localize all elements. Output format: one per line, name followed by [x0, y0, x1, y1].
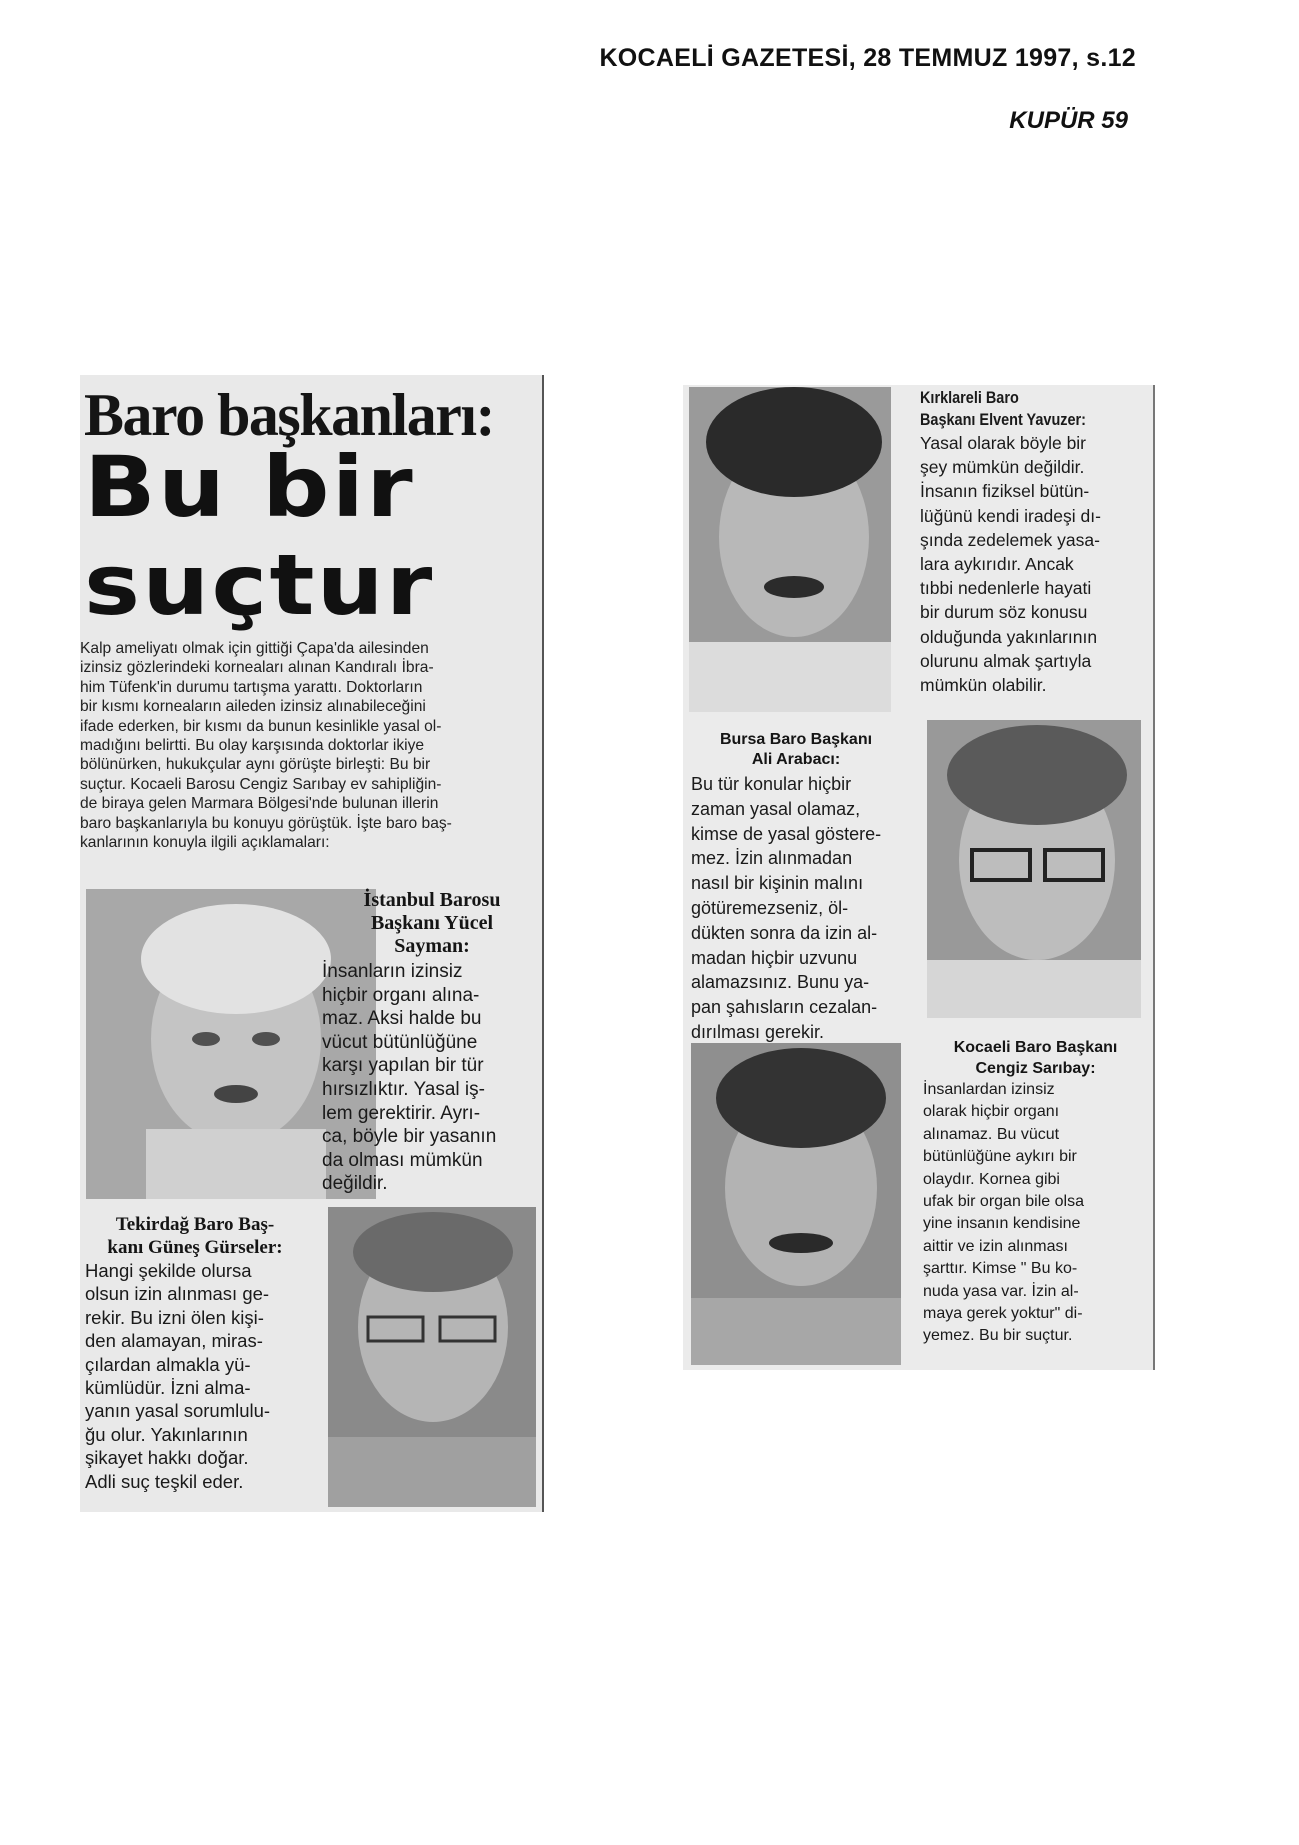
lead-line: izinsiz gözlerindeki korneaları alınan Kandıralı İbra- — [80, 659, 434, 677]
text-line: hırsızlıktır. Yasal iş- — [322, 1078, 485, 1100]
text-line: Yasal olarak böyle bir — [920, 433, 1087, 453]
text-line: kümlüdür. İzni alma- — [85, 1377, 251, 1399]
lead-line: madığını belirtti. Bu olay karşısında doktorlar ikiye — [80, 737, 425, 755]
text-line: değildir. — [322, 1173, 388, 1195]
text-line: alınamaz. Bu vücut — [923, 1125, 1060, 1143]
lead-line: him Tüfenk'in durumu tartışma yarattı. Doktorların — [80, 678, 423, 696]
clip-label: KUPÜR 59 — [1009, 107, 1128, 134]
text-line: Hangi şekilde olursa — [85, 1260, 252, 1281]
caption-line: İstanbul Barosu — [363, 889, 501, 911]
caption-line: Kırklareli Baro — [920, 388, 1019, 407]
text-line: rekir. Bu izni ölen kişi- — [85, 1306, 264, 1328]
text-line: bütünlüğüne aykırı bir — [923, 1148, 1077, 1166]
text-line: İnsanın fiziksel bütün- — [920, 481, 1090, 502]
text-line: yanın yasal sorumlulu- — [85, 1400, 271, 1422]
article-clipping-left — [80, 375, 544, 1512]
text-line: pan şahısların cezalan- — [691, 997, 878, 1018]
text-line: Bu tür konular hiçbir — [691, 774, 852, 794]
portrait-photo-kocaeli — [927, 720, 1141, 1018]
text-line: karşı yapılan bir tür — [322, 1055, 484, 1077]
article-kicker: Baro başkanları: — [84, 382, 494, 448]
text-line: bir durum söz konusu — [920, 602, 1088, 623]
caption-line: kanı Güneş Gürseler: — [107, 1237, 283, 1258]
text-line: aittir ve izin alınması — [923, 1237, 1068, 1255]
text-line: olarak hiçbir organı — [923, 1103, 1060, 1121]
text-line: mümkün olabilir. — [920, 675, 1047, 696]
statement-kirklareli — [920, 387, 1150, 697]
text-line: ca, böyle bir yasanın — [322, 1126, 497, 1148]
text-line: götüremezseniz, öl- — [691, 897, 849, 918]
text-line: kimse de yasal göstere- — [691, 823, 882, 844]
text-line: çılardan almakla yü- — [85, 1353, 251, 1375]
text-line: şında zedelemek yasa- — [920, 529, 1100, 550]
text-line: tıbbi nedenlerle hayati — [920, 578, 1092, 599]
text-line: olurunu almak şartıyla — [920, 650, 1092, 671]
text-line: vücut bütünlüğüne — [322, 1031, 478, 1053]
text-line: lem gerektirir. Ayrı- — [322, 1102, 481, 1124]
text-line: olaydır. Kornea gibi — [923, 1170, 1060, 1188]
lead-line: kanlarının konuyla ilgili açıklamaları: — [80, 834, 330, 852]
text-line: lara aykırıdır. Ancak — [920, 554, 1074, 575]
text-line: den alamayan, miras- — [85, 1330, 263, 1352]
text-line: alamazsınız. Bunu ya- — [691, 972, 870, 993]
text-line: zaman yasal olamaz, — [691, 798, 861, 819]
text-line: yine insanın kendisine — [923, 1215, 1081, 1233]
text-line: dırılması gerekir. — [691, 1021, 825, 1042]
portrait-photo-bursa-2 — [691, 1043, 901, 1365]
text-line: İnsanların izinsiz — [322, 961, 463, 982]
text-line: yemez. Bu bir suçtur. — [923, 1327, 1073, 1345]
caption-line: Kocaeli Baro Başkanı — [953, 1039, 1118, 1056]
lead-line: bir kısmı korneaların aileden izinsiz alınabileceğini — [80, 698, 426, 716]
text-line: maya gerek yoktur" di- — [923, 1305, 1083, 1323]
caption-line: Ali Arabacı: — [751, 751, 841, 768]
text-line: dükten sonra da izin al- — [691, 922, 878, 943]
text-line: olsun izin alınması ge- — [85, 1283, 270, 1305]
text-line: lüğünü kendi iradeşi dı- — [920, 505, 1101, 526]
text-line: Adli suç teşkil eder. — [85, 1470, 244, 1492]
text-line: maz. Aksi halde bu — [322, 1008, 482, 1030]
text-line: nuda yasa var. İzin al- — [923, 1282, 1079, 1300]
caption-line: Sayman: — [394, 935, 470, 957]
text-line: hiçbir organı alına- — [322, 984, 480, 1006]
lead-line: bölünürken, hukukçular aynı görüşte birleşti: Bu bir — [80, 756, 431, 774]
statement-bursa — [691, 730, 901, 1045]
lead-line: baro başkanlarıyla bu konuyu görüştük. İşte baro baş- — [80, 814, 452, 832]
text-line: ğu olur. Yakınlarının — [85, 1423, 248, 1445]
publication-header: KOCAELİ GAZETESİ, 28 TEMMUZ 1997, s.12 — [599, 44, 1136, 72]
caption-line: Tekirdağ Baro Baş- — [115, 1214, 275, 1235]
lead-line: suçtur. Kocaeli Barosu Cengiz Sarıbay ev sahipliğin- — [80, 775, 442, 793]
statement-tekirdag — [85, 1213, 305, 1493]
text-line: da olması mümkün — [322, 1149, 483, 1171]
text-line: şey mümkün değildir. — [920, 457, 1085, 478]
lead-line: ifade ederken, bir kısmı da bunun kesinlikle yasal ol- — [80, 717, 442, 735]
headline-line-2: suçtur — [84, 536, 435, 634]
headline-line-1: Bu bir — [84, 438, 415, 536]
caption-line: Başkanı Yücel — [370, 912, 494, 934]
article-lead — [80, 639, 535, 852]
text-line: madan hiçbir uzvunu — [691, 947, 858, 968]
article-clipping-right — [683, 385, 1155, 1370]
statement-kocaeli — [923, 1037, 1148, 1348]
portrait-photo-bursa — [689, 387, 891, 712]
caption-line: Başkanı Elvent Yavuzer: — [920, 410, 1087, 429]
caption-line: Cengiz Sarıbay: — [975, 1060, 1096, 1077]
text-line: ufak bir organ bile olsa — [923, 1193, 1084, 1211]
statement-istanbul — [322, 889, 542, 1196]
lead-line: de biraya gelen Marmara Bölgesi'nde bulunan illerin — [80, 795, 439, 813]
portrait-photo-tekirdag — [328, 1207, 536, 1507]
lead-line: Kalp ameliyatı olmak için gittiği Çapa'da ailesinden — [80, 640, 429, 657]
caption-line: Bursa Baro Başkanı — [719, 731, 873, 748]
text-line: İnsanlardan izinsiz — [923, 1081, 1055, 1098]
text-line: nasıl bir kişinin malını — [691, 873, 864, 894]
text-line: şikayet hakkı doğar. — [85, 1447, 249, 1469]
text-line: şarttır. Kimse " Bu ko- — [923, 1260, 1078, 1278]
text-line: mez. İzin alınmadan — [691, 848, 853, 869]
text-line: olduğunda yakınlarının — [920, 626, 1098, 647]
